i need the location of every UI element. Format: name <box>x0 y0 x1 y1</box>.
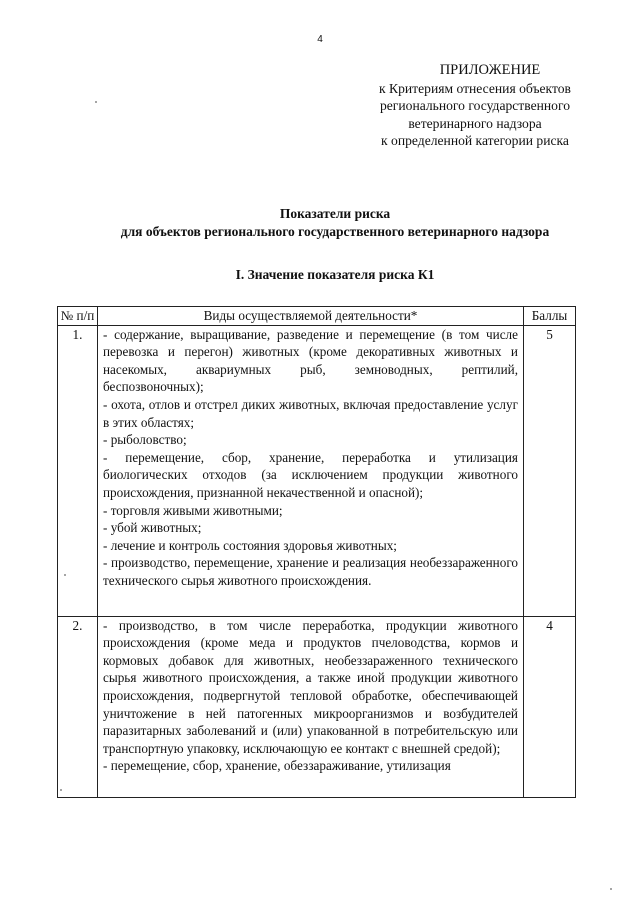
scan-speck <box>95 101 97 103</box>
table-header-row <box>58 307 576 326</box>
appendix-line: регионального государственного <box>379 98 571 113</box>
row-points: 5 <box>524 325 576 616</box>
scan-speck <box>64 574 66 576</box>
activity-item: - производство, перемещение, хранение и реализация необеззараженного технического сырья животного происхождения. <box>103 555 518 588</box>
row-points: 4 <box>524 616 576 797</box>
risk-table <box>57 306 576 798</box>
activity-item: - перемещение, сбор, хранение, переработка и утилизация биологических отходов (за исключением продукции животного происхождения, признанной некачественной и опасной); <box>103 449 518 500</box>
header-num: № п/п <box>58 307 98 326</box>
row-num: 1. <box>58 325 98 616</box>
scan-speck <box>610 888 612 890</box>
appendix-line: к Критериям отнесения объектов <box>379 80 571 96</box>
appendix-block <box>340 62 610 150</box>
appendix-heading: ПРИЛОЖЕНИЕ <box>439 62 541 78</box>
header-points: Баллы <box>524 307 576 326</box>
section-title: I. Значение показателя риска К1 <box>235 267 435 282</box>
title-line-2: для объектов регионального государственного ветеринарного надзора <box>120 224 550 239</box>
title-line-1: Показатели риска <box>279 206 391 221</box>
row-activities <box>98 325 524 616</box>
activity-item: - рыболовство; <box>103 432 187 448</box>
table-row <box>58 616 576 797</box>
header-activity: Виды осуществляемой деятельности* <box>98 307 524 326</box>
page-number: 4 <box>317 34 323 45</box>
appendix-line: ветеринарного надзора <box>408 115 542 131</box>
row-num: 2. <box>58 616 98 797</box>
table-row <box>58 325 576 616</box>
activity-item: - охота, отлов и отстрел диких животных, включая предоставление услуг в этих областях; <box>103 396 518 430</box>
document-title <box>0 205 640 241</box>
row-activities <box>98 616 524 797</box>
activity-item: - содержание, выращивание, разведение и перемещение (в том числе перевозка и перегон) животных (кроме декоративных животных и насекомых, аквариумных рыб, земноводных, рептилий, беспозвоночных); <box>103 326 518 395</box>
activity-item: - лечение и контроль состояния здоровья животных; <box>103 537 397 553</box>
scan-speck <box>60 789 62 791</box>
activity-item: - производство, в том числе переработка, продукции животного происхождения (кроме меда и продуктов пчеловодства, кормов и кормовых добавок для животных, необеззараженного технического сырья животного происхождения, а также иной продукции животного происхождения, подвергнутой тепловой обработке, обеспечивающей уничтожение в ней патогенных микроорганизмов и возбудителей паразитарных заболеваний и (или) упакованной в потребительскую или транспортную упаковку, исключающую ее контакт с внешней средой); <box>103 617 518 756</box>
activity-item: - торговля живыми животными; <box>103 502 283 518</box>
activity-item: - перемещение, сбор, хранение, обеззараживание, утилизация <box>103 758 451 774</box>
activity-item: - убой животных; <box>103 520 202 536</box>
appendix-line: к определенной категории риска <box>381 133 569 148</box>
